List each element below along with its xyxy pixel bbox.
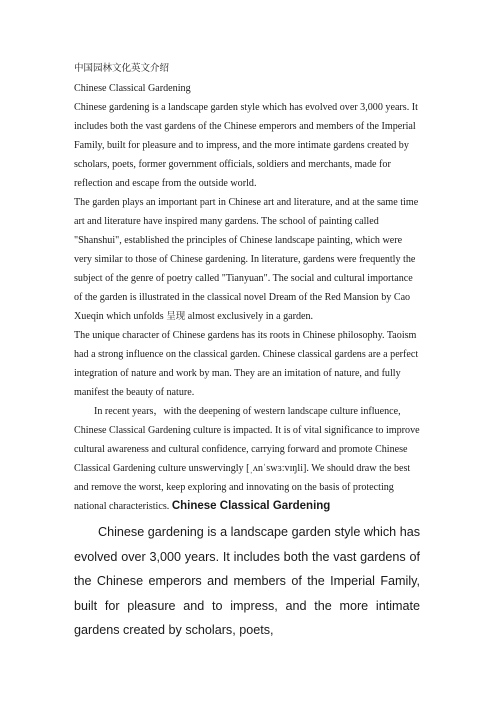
paragraph-1: Chinese gardening is a landscape garden style which has evolved over 3,000 years. It includes both the vast gardens of the Chinese emperors and members of the Imperial Family, built for pleasure and to impress, and the more intimate gardens created by scholars, poets, former government officials, soldiers and merchants, made for reflection and escape from the outside world. [74,102,418,189]
paragraph-5: Chinese gardening is a landscape garden style which has evolved over 3,000 years. It includes both the vast gardens of the Chinese emperors and members of the Imperial Family, built for pleasure and to impress, and the more intimate gardens created by scholars, poets, [74,525,420,637]
paragraph-2-tail: almost exclusively in a garden. [185,311,314,322]
section-heading: Chinese Classical Gardening [74,83,191,94]
paragraph-2-text: The garden plays an important part in Chinese art and literature, and at the same time art and literature have inspired many gardens. The school of painting called "Shanshui", established the principles of Chinese landscape painting, which were very similar to those of Chinese gardening. In literature, gardens were frequently the subject of the genre of poetry called "Tianyuan". The social and cultural importance of the garden is illustrated in the classical novel Dream of the Red Mansion by Cao Xueqin which unfolds [74,197,419,322]
paragraph-2-chinese-word: 呈现 [166,311,186,322]
chinese-title: 中国园林文化英文介绍 [74,63,170,74]
paragraph-3: The unique character of Chinese gardens has its roots in Chinese philosophy. Taoism had a strong influence on the classical garden. Chinese classical gardens are a perfect integration of nature and work by man. They are an imitation of nature, and fully manifest the beauty of nature. [74,330,419,398]
inline-heading: Chinese Classical Gardening [171,500,331,512]
paragraph-4-text: In recent years，with the deepening of western landscape culture influence, Chinese Classical Gardening culture is impacted. It is of vital significance to improve cultural awareness and cultural confidence, carrying forward and promote Chinese Classical Gardening culture unswervingly [ˌʌnˈswɜːvɪŋli]. We should draw the best and remove the worst, keep exploring and innovating on the basis of protecting national characteristics. [74,406,420,512]
paragraph-2 [74,193,420,326]
paragraph-4 [74,402,420,516]
